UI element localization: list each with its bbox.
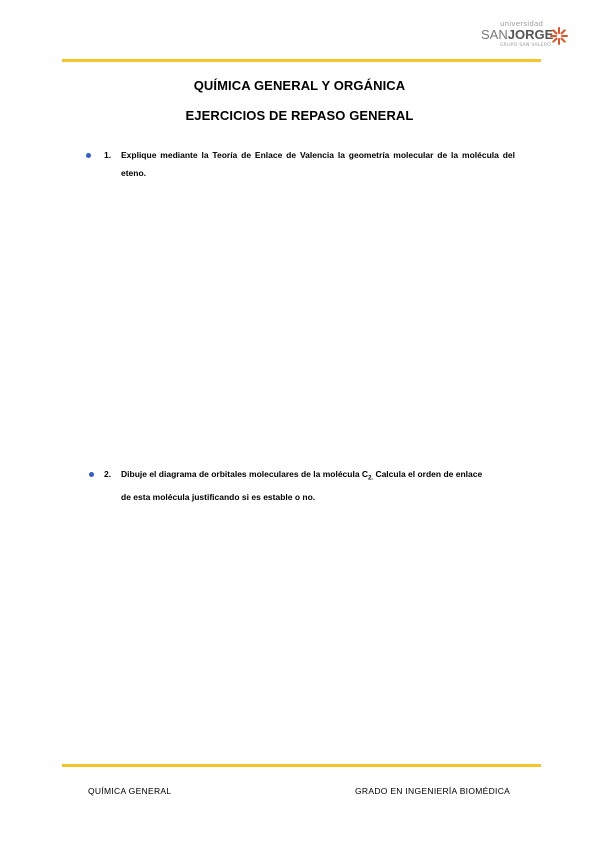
footer-degree: GRADO EN INGENIERÍA BIOMÉDICA — [355, 786, 511, 796]
logo-sub-text: GRUPO SAN VALERO — [500, 43, 552, 48]
header-rule — [62, 59, 541, 62]
question-2-line-1-post: Calcula el orden de enlace — [373, 469, 483, 479]
question-2-text — [121, 465, 517, 506]
logo-star-icon — [550, 27, 568, 45]
bullet-icon — [86, 153, 91, 158]
question-1-text — [121, 146, 515, 182]
footer-rule — [62, 764, 541, 767]
logo-main-text — [481, 27, 553, 42]
logo-small-text: universidad — [500, 20, 544, 28]
page-subtitle: EJERCICIOS DE REPASO GENERAL — [185, 108, 414, 123]
question-2-subscript: 2. — [368, 475, 374, 482]
question-2-line-2: de esta molécula justificando si es estable o no. — [121, 491, 316, 502]
page-title: QUÍMICA GENERAL Y ORGÁNICA — [193, 78, 406, 93]
question-1-line-1: Explique mediante la Teoría de Enlace de Valencia la geometría molecular de la molécula del — [121, 150, 515, 160]
question-2-line-1-pre: Dibuje el diagrama de orbitales moleculares de la molécula C — [121, 469, 369, 479]
logo-san: SAN — [481, 27, 508, 42]
footer-course: QUÍMICA GENERAL — [88, 786, 172, 796]
question-2-number: 2. — [104, 469, 112, 479]
logo-jorge: JORGE — [507, 27, 554, 42]
question-1-line-2: eteno. — [121, 168, 147, 178]
question-2-line-1 — [121, 469, 483, 482]
university-logo — [480, 20, 570, 54]
question-1-number: 1. — [104, 150, 112, 160]
bullet-icon — [89, 472, 94, 477]
